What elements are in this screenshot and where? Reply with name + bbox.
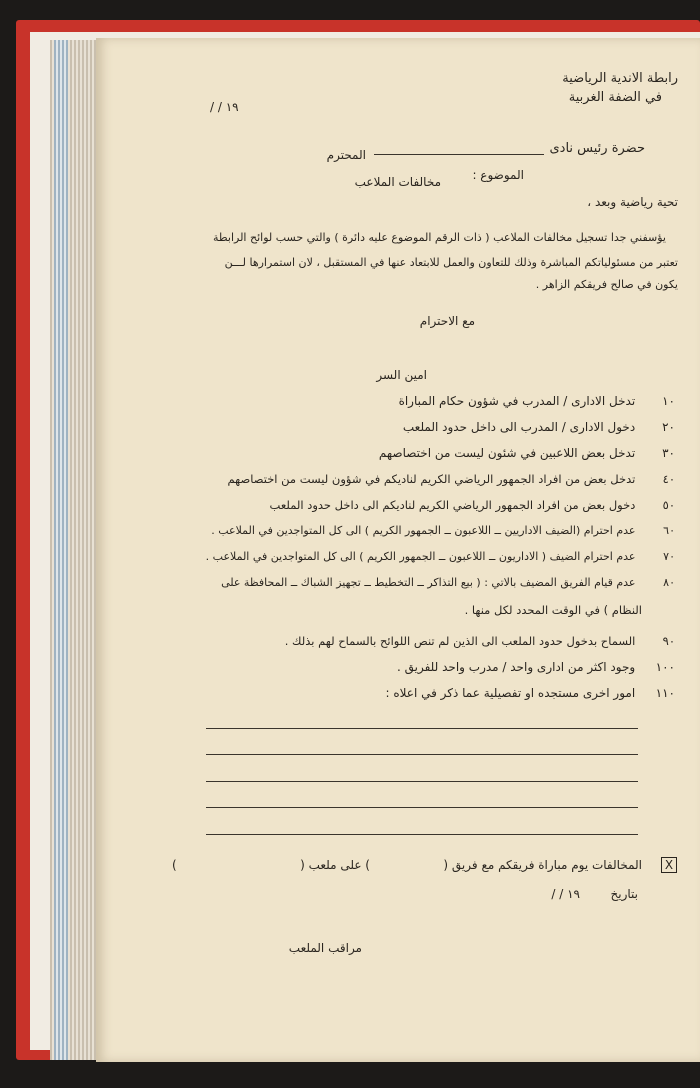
subject-value: مخالفات الملاعب	[354, 175, 441, 189]
closing: مع الاحترام	[419, 314, 475, 328]
addressee-honorific: المحترم	[326, 148, 366, 162]
violation-7: ٧٠ عدم احترام الضيف ( الاداريون ــ اللاعبون ــ الجمهور الكريم ) الى كل المتواجدين في الملاعب .	[205, 550, 675, 563]
violation-1: ١٠ تدخل الادارى / المدرب في شؤون حكام المباراة	[398, 394, 675, 408]
document-page	[96, 38, 700, 1062]
violation-4: ٤٠ تدخل بعض من افراد الجمهور الرياضي الكريم لناديكم في شؤون ليست من اختصاصهم	[227, 472, 675, 486]
signatory-title: امين السر	[376, 368, 427, 382]
blank-line-2	[206, 754, 638, 755]
footer-date-value: / / ١٩	[551, 887, 580, 901]
x-mark-icon: X	[664, 858, 674, 872]
body-line-2: تعتبر من مسئولياتكم المباشرة وذلك للتعاون والعمل للابتعاد عنها في المستقبل ، لان استمرارها لـــن	[224, 256, 678, 269]
violation-3: ٣٠ تدخل بعض اللاعبين في شئون ليست من اختصاصهم	[378, 446, 675, 460]
addressee-club-line	[374, 154, 544, 155]
blank-line-3	[206, 781, 638, 782]
violation-2: ٢٠ دخول الادارى / المدرب الى داخل حدود الملعب	[402, 420, 675, 434]
header-date: / / ١٩	[210, 100, 239, 114]
violation-8: ٨٠ عدم قيام الفريق المضيف بالاتي : ( بيع التذاكر ــ التخطيط ــ تجهيز الشباك ــ المحافظة على	[221, 576, 675, 589]
violation-9: ٩٠ السماح بدخول حدود الملعب الى الذين لم تنص اللوائح بالسماح لهم بذلك .	[284, 634, 675, 648]
org-name-line2: في الضفة الغربية	[568, 90, 662, 105]
field-observer-title: مراقب الملعب	[288, 941, 362, 955]
footer-field-text: ) على ملعب (	[300, 858, 370, 872]
greeting: تحية رياضية وبعد ،	[587, 195, 678, 209]
violation-6: ٦٠ عدم احترام (الضيف الاداريين ــ اللاعبون ــ الجمهور الكريم ) الى كل المتواجدين في الملاعب .	[211, 524, 675, 537]
violation-5: ٥٠ دخول بعض من افراد الجمهور الرياضي الكريم لناديكم الى داخل حدود الملعب	[269, 498, 675, 512]
footer-checkbox[interactable]	[661, 857, 677, 873]
blank-line-5	[206, 834, 638, 835]
violation-10: ١٠٠ وجود اكثر من ادارى واحد / مدرب واحد للفريق .	[397, 660, 675, 674]
blank-line-1	[206, 728, 638, 729]
body-line-3: يكون في صالح فريقكم الزاهر .	[535, 278, 678, 291]
body-line-1: يؤسفني جدا تسجيل مخالفات الملاعب ( ذات الرقم الموضوع عليه دائرة ) والتي حسب لوائح الرابطة	[212, 231, 666, 244]
footer-match-text: المخالفات يوم مباراة فريقكم مع فريق (	[443, 858, 642, 872]
violation-11: ١١٠ امور اخرى مستجده او تفصيلية عما ذكر في اعلاه :	[385, 686, 675, 700]
footer-date-label: بتاريخ	[610, 887, 638, 901]
subject-label: الموضوع :	[472, 168, 524, 182]
page-edges	[50, 40, 100, 1060]
footer-close-paren: )	[172, 858, 177, 872]
violation-8-continued: النظام ) في الوقت المحدد لكل منها .	[464, 603, 642, 617]
addressee-salutation: حضرة رئيس نادى	[549, 141, 645, 156]
blank-line-4	[206, 807, 638, 808]
org-name-line1: رابطة الاندية الرياضية	[562, 71, 678, 86]
